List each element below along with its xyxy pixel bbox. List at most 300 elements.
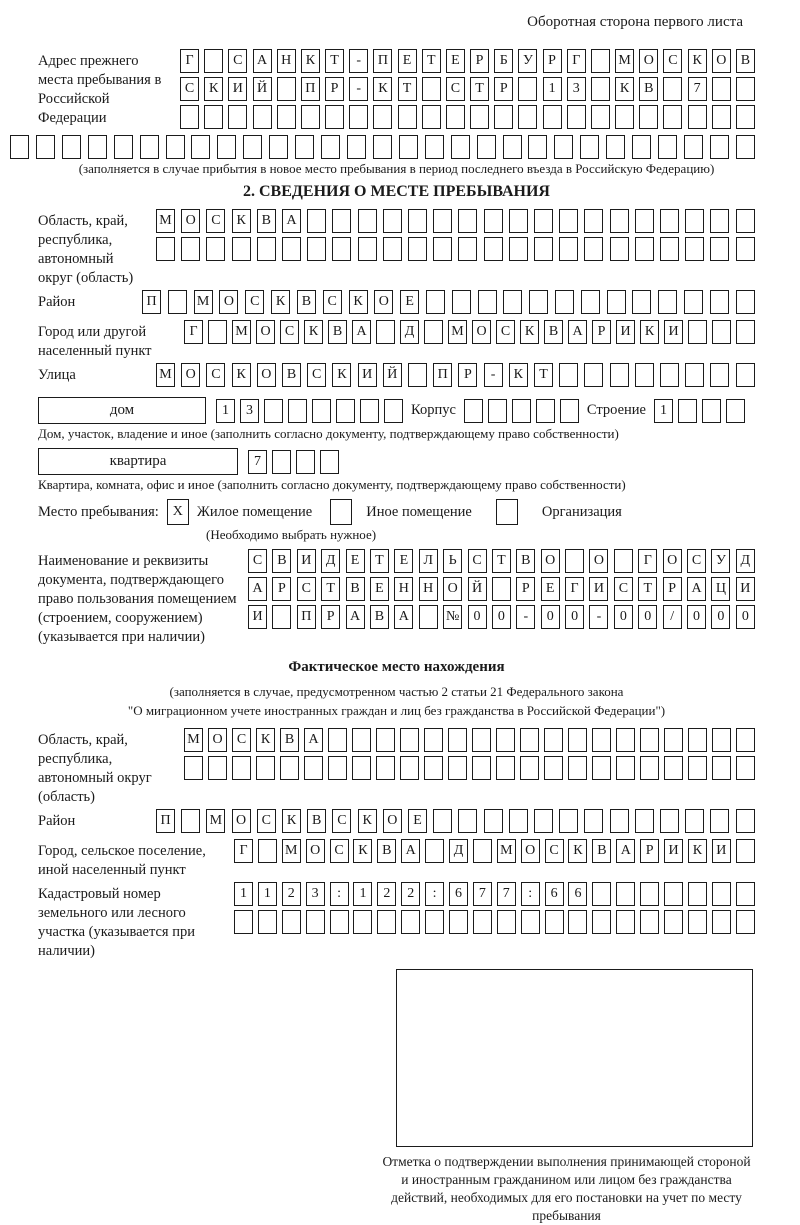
char-cell: С [687, 549, 706, 573]
mesto-note: (Необходимо выбрать нужное) [206, 527, 377, 542]
char-cell: В [297, 290, 316, 314]
char-cell: Д [321, 549, 340, 573]
char-cell [658, 135, 677, 159]
char-cell: А [253, 49, 272, 73]
kvartira-note: Квартира, комната, офис и иное (заполнить согласно документу, подтверждающему право собственности) [38, 477, 626, 492]
char-cell: С [280, 320, 299, 344]
char-cell: О [232, 809, 251, 833]
char-cell: У [711, 549, 730, 573]
char-cell [494, 105, 513, 129]
prev-address-row-4 [10, 135, 755, 159]
char-cell [534, 809, 553, 833]
char-cell: К [304, 320, 323, 344]
char-cell [376, 728, 395, 752]
char-cell: Г [180, 49, 199, 73]
char-cell [257, 237, 276, 261]
char-cell [184, 756, 203, 780]
char-cell [591, 105, 610, 129]
char-cell: А [248, 577, 267, 601]
char-cell: Г [234, 839, 253, 863]
char-cell: О [443, 577, 462, 601]
char-cell: Р [494, 77, 513, 101]
char-cell [181, 809, 200, 833]
raion-label: Район [38, 294, 76, 310]
char-cell [384, 399, 403, 423]
char-cell [736, 809, 755, 833]
char-cell [660, 209, 679, 233]
char-cell [592, 882, 611, 906]
char-cell [710, 809, 729, 833]
char-cell [685, 809, 704, 833]
char-cell: О [589, 549, 608, 573]
char-cell [451, 135, 470, 159]
char-cell [663, 77, 682, 101]
char-cell [640, 756, 659, 780]
char-cell: И [664, 320, 683, 344]
char-cell: : [330, 882, 349, 906]
char-cell: И [616, 320, 635, 344]
char-cell [559, 237, 578, 261]
char-cell: Р [640, 839, 659, 863]
char-cell [509, 237, 528, 261]
char-cell: К [332, 363, 351, 387]
char-cell: 0 [614, 605, 633, 629]
char-cell [217, 135, 236, 159]
char-cell [736, 839, 755, 863]
char-cell [446, 105, 465, 129]
char-cell: К [282, 809, 301, 833]
char-cell: К [232, 363, 251, 387]
char-cell [521, 910, 540, 934]
char-cell [328, 756, 347, 780]
char-cell: - [349, 77, 368, 101]
char-cell: Н [277, 49, 296, 73]
char-cell [710, 237, 729, 261]
char-cell [712, 910, 731, 934]
char-cell [726, 399, 745, 423]
char-cell: К [373, 77, 392, 101]
char-cell [702, 399, 721, 423]
char-cell [565, 549, 584, 573]
char-cell [301, 105, 320, 129]
char-cell: Й [253, 77, 272, 101]
factual-raion-label: Район [38, 813, 76, 829]
char-cell [664, 756, 683, 780]
char-cell [376, 756, 395, 780]
char-cell: Р [470, 49, 489, 73]
char-cell [685, 237, 704, 261]
char-cell [400, 728, 419, 752]
char-cell: С [307, 363, 326, 387]
char-cell [640, 910, 659, 934]
char-cell [478, 290, 497, 314]
char-cell [458, 809, 477, 833]
char-cell: И [228, 77, 247, 101]
char-cell: 7 [473, 882, 492, 906]
char-cell [554, 135, 573, 159]
korpus-label: Корпус [411, 402, 456, 418]
checkbox-zhiloe: X [167, 499, 189, 525]
prev-address-note: (заполняется в случае прибытия в новое место пребывания в период последнего въезда в Российскую Федерацию) [78, 161, 715, 176]
char-cell [534, 209, 553, 233]
char-cell: М [184, 728, 203, 752]
char-cell: П [301, 77, 320, 101]
char-cell: П [156, 809, 175, 833]
char-cell [712, 105, 731, 129]
char-cell [433, 209, 452, 233]
char-cell: К [232, 209, 251, 233]
char-cell [610, 363, 629, 387]
factual-notes [38, 682, 755, 720]
char-cell [664, 910, 683, 934]
char-cell [503, 135, 522, 159]
char-cell [615, 105, 634, 129]
char-cell [464, 399, 483, 423]
char-cell: Т [370, 549, 389, 573]
kadastr-row-2 [234, 910, 755, 934]
char-cell [228, 105, 247, 129]
char-cell [477, 135, 496, 159]
char-cell [208, 320, 227, 344]
char-cell [559, 809, 578, 833]
char-cell: 0 [687, 605, 706, 629]
doc-label: Наименование и реквизиты документа, подтверждающего право пользования помещением (строением, сооружением) (указывается при наличии) [38, 553, 237, 645]
char-cell: А [616, 839, 635, 863]
factual-title: Фактическое место нахождения [288, 659, 505, 675]
char-cell [458, 237, 477, 261]
char-cell: 1 [216, 399, 235, 423]
char-cell [426, 290, 445, 314]
char-cell [349, 105, 368, 129]
char-cell [306, 910, 325, 934]
char-cell: 3 [306, 882, 325, 906]
char-cell: В [736, 49, 755, 73]
char-cell [710, 209, 729, 233]
char-cell [373, 135, 392, 159]
ulitsa-block [38, 363, 755, 391]
char-cell [332, 209, 351, 233]
factual-raion-block [38, 809, 755, 837]
char-cell [312, 399, 331, 423]
char-cell [584, 209, 603, 233]
char-cell [484, 237, 503, 261]
char-cell: : [425, 882, 444, 906]
char-cell [408, 209, 427, 233]
char-cell [688, 320, 707, 344]
char-cell: С [330, 839, 349, 863]
kadastr-row-1 [234, 882, 755, 906]
dom-note: Дом, участок, владение и иное (заполнить согласно документу, подтверждающему право собственности) [38, 426, 619, 441]
kadastr-block [38, 882, 755, 961]
prev-address-block [38, 49, 755, 133]
char-cell: А [346, 605, 365, 629]
char-cell: К [204, 77, 223, 101]
char-cell: О [181, 363, 200, 387]
char-cell [36, 135, 55, 159]
oblast-row-2 [156, 237, 755, 261]
doc-row-3 [248, 605, 755, 629]
char-cell: М [156, 363, 175, 387]
char-cell: В [516, 549, 535, 573]
char-cell: В [282, 363, 301, 387]
char-cell [688, 756, 707, 780]
char-cell [383, 209, 402, 233]
char-cell [360, 399, 379, 423]
char-cell: Г [638, 549, 657, 573]
char-cell [496, 728, 515, 752]
char-cell: Е [346, 549, 365, 573]
char-cell [256, 756, 275, 780]
char-cell [528, 135, 547, 159]
char-cell [204, 49, 223, 73]
char-cell: / [663, 605, 682, 629]
char-cell [710, 290, 729, 314]
char-cell: Г [567, 49, 586, 73]
char-cell [544, 756, 563, 780]
char-cell: А [352, 320, 371, 344]
char-cell [10, 135, 29, 159]
char-cell: К [509, 363, 528, 387]
stroenie-cells [654, 399, 745, 423]
char-cell: 0 [565, 605, 584, 629]
char-cell: 3 [567, 77, 586, 101]
char-cell: В [544, 320, 563, 344]
char-cell [258, 910, 277, 934]
char-cell [688, 882, 707, 906]
char-cell: В [328, 320, 347, 344]
char-cell [140, 135, 159, 159]
char-cell [243, 135, 262, 159]
char-cell: - [484, 363, 503, 387]
char-cell: К [353, 839, 372, 863]
char-cell [543, 105, 562, 129]
char-cell [607, 290, 626, 314]
checkbox-organizatsiya [496, 499, 518, 525]
char-cell: К [256, 728, 275, 752]
char-cell [181, 237, 200, 261]
char-cell: К [688, 49, 707, 73]
char-cell: С [228, 49, 247, 73]
doc-block [38, 549, 755, 647]
char-cell [736, 910, 755, 934]
char-cell [616, 728, 635, 752]
char-cell: С [663, 49, 682, 73]
char-cell [559, 209, 578, 233]
char-cell [568, 756, 587, 780]
char-cell: К [520, 320, 539, 344]
oblast-block [38, 209, 755, 288]
char-cell [398, 105, 417, 129]
korpus-cells [464, 399, 579, 423]
char-cell [555, 290, 574, 314]
char-cell [584, 237, 603, 261]
char-cell [433, 237, 452, 261]
char-cell [325, 105, 344, 129]
char-cell: А [401, 839, 420, 863]
char-cell [408, 237, 427, 261]
char-cell: М [156, 209, 175, 233]
char-cell [712, 882, 731, 906]
kvartira-cells [248, 450, 339, 474]
char-cell [488, 399, 507, 423]
char-cell [688, 105, 707, 129]
char-cell [114, 135, 133, 159]
ulitsa-label: Улица [38, 367, 76, 383]
char-cell [473, 839, 492, 863]
char-cell [545, 910, 564, 934]
char-cell: С [323, 290, 342, 314]
char-cell [736, 882, 755, 906]
char-cell [373, 105, 392, 129]
char-cell [88, 135, 107, 159]
char-cell: В [280, 728, 299, 752]
char-cell: О [712, 49, 731, 73]
char-cell [640, 728, 659, 752]
char-cell [156, 237, 175, 261]
char-cell: Н [394, 577, 413, 601]
char-cell: В [639, 77, 658, 101]
char-cell: 2 [282, 882, 301, 906]
char-cell: Ь [443, 549, 462, 573]
char-cell [632, 135, 651, 159]
char-cell [678, 399, 697, 423]
char-cell [712, 320, 731, 344]
char-cell: О [257, 363, 276, 387]
factual-gorod-label: Город, сельское поселение, иной населенный пункт [38, 843, 206, 878]
option-inoe-label: Иное помещение [366, 503, 472, 520]
char-cell [232, 756, 251, 780]
char-cell [685, 363, 704, 387]
char-cell: С [468, 549, 487, 573]
char-cell: Л [419, 549, 438, 573]
mesto-label: Место пребывания: [38, 503, 159, 520]
char-cell [180, 105, 199, 129]
option-organizatsiya-label: Организация [541, 503, 622, 520]
char-cell [295, 135, 314, 159]
char-cell [736, 77, 755, 101]
char-cell [358, 209, 377, 233]
char-cell [610, 237, 629, 261]
doc-row-1 [248, 549, 755, 573]
char-cell [536, 399, 555, 423]
char-cell: П [373, 49, 392, 73]
char-cell: С [206, 363, 225, 387]
char-cell: С [245, 290, 264, 314]
char-cell: Е [408, 809, 427, 833]
char-cell [422, 105, 441, 129]
char-cell [492, 577, 511, 601]
char-cell [567, 105, 586, 129]
dom-cells [216, 399, 403, 423]
char-cell: С [614, 577, 633, 601]
char-cell: - [516, 605, 535, 629]
char-cell [710, 135, 729, 159]
char-cell [399, 135, 418, 159]
char-cell [584, 809, 603, 833]
char-cell: Р [272, 577, 291, 601]
char-cell [736, 363, 755, 387]
char-cell: - [589, 605, 608, 629]
char-cell: С [446, 77, 465, 101]
char-cell: О [541, 549, 560, 573]
char-cell [534, 237, 553, 261]
char-cell [710, 363, 729, 387]
char-cell [616, 756, 635, 780]
char-cell [635, 237, 654, 261]
char-cell [448, 728, 467, 752]
char-cell [559, 363, 578, 387]
char-cell: Е [541, 577, 560, 601]
char-cell [640, 882, 659, 906]
char-cell [518, 77, 537, 101]
char-cell [635, 209, 654, 233]
char-cell: С [206, 209, 225, 233]
char-cell [168, 290, 187, 314]
char-cell: Е [370, 577, 389, 601]
stamp-caption: Отметка о подтверждении выполнения принимающей стороной и иностранным гражданином или лицом без гражданства действий, необходимых для его постановки на учет по месту пребывания [382, 1154, 751, 1223]
prev-address-row-3 [180, 105, 755, 129]
char-cell [520, 728, 539, 752]
char-cell [277, 105, 296, 129]
char-cell: М [497, 839, 516, 863]
char-cell: С [248, 549, 267, 573]
char-cell [610, 809, 629, 833]
char-cell: М [448, 320, 467, 344]
char-cell [330, 910, 349, 934]
doc-row-2 [248, 577, 755, 601]
prev-address-row-2 [180, 77, 755, 101]
char-cell [484, 809, 503, 833]
gorod-row [184, 320, 755, 344]
char-cell: М [206, 809, 225, 833]
stamp-box [396, 969, 753, 1147]
char-cell: И [358, 363, 377, 387]
char-cell [591, 77, 610, 101]
char-cell: А [394, 605, 413, 629]
char-cell [736, 320, 755, 344]
char-cell: 3 [240, 399, 259, 423]
char-cell: Е [398, 49, 417, 73]
char-cell: К [301, 49, 320, 73]
char-cell: К [358, 809, 377, 833]
dom-row [38, 397, 755, 424]
char-cell: И [664, 839, 683, 863]
char-cell: Г [565, 577, 584, 601]
char-cell: Р [321, 605, 340, 629]
char-cell: 1 [353, 882, 372, 906]
char-cell [560, 399, 579, 423]
char-cell [376, 320, 395, 344]
char-cell [496, 756, 515, 780]
char-cell: Д [400, 320, 419, 344]
char-cell: И [248, 605, 267, 629]
factual-oblast-row-2 [184, 756, 755, 780]
prev-address-label: Адрес прежнего места пребывания в Российской Федерации [38, 53, 162, 126]
char-cell [377, 910, 396, 934]
char-cell [353, 910, 372, 934]
char-cell: Т [534, 363, 553, 387]
char-cell: Т [492, 549, 511, 573]
kvartira-row [38, 448, 755, 475]
char-cell [424, 320, 443, 344]
char-cell: И [712, 839, 731, 863]
char-cell: Е [400, 290, 419, 314]
char-cell [736, 756, 755, 780]
char-cell [400, 756, 419, 780]
char-cell [328, 728, 347, 752]
char-cell: Р [516, 577, 535, 601]
char-cell [606, 135, 625, 159]
